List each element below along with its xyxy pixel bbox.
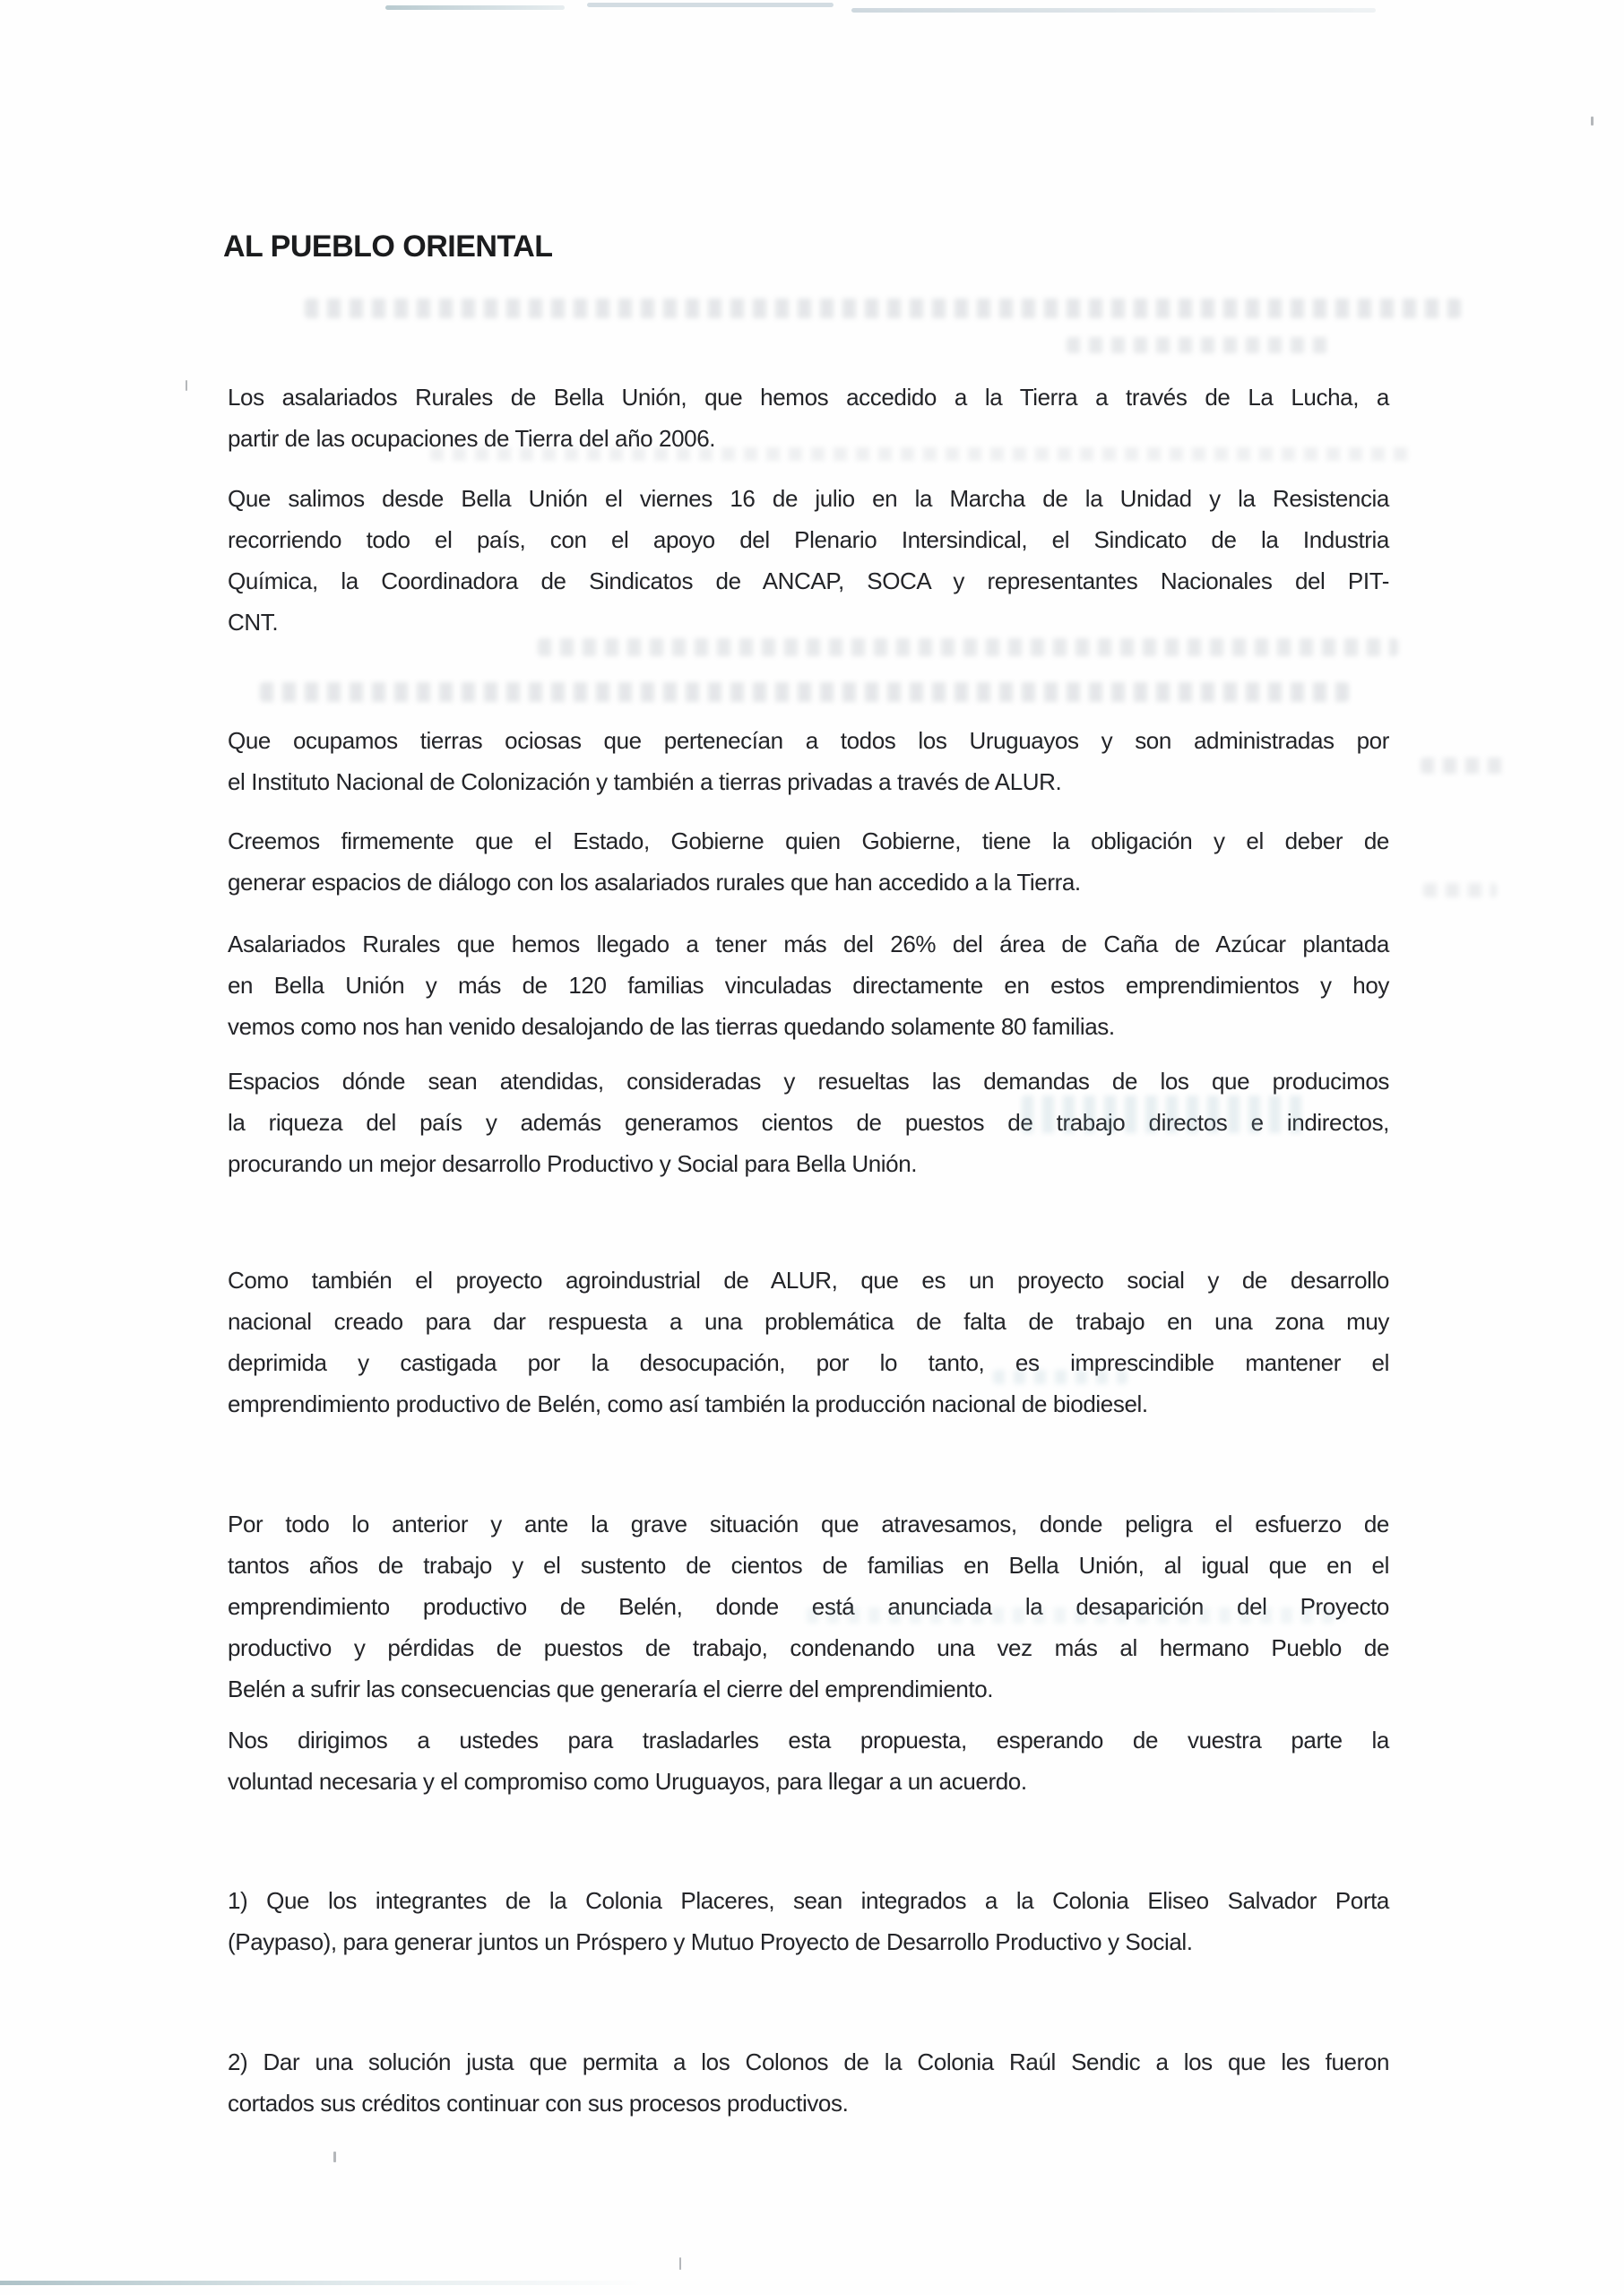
- paragraph-2-line-1: Que salimos desde Bella Unión el viernes 16 de julio en la Marcha de la Unidad y la Resistencia: [228, 485, 1389, 512]
- paragraph-3-line-2: el Instituto Nacional de Colonización y también a tierras privadas a través de ALUR.: [228, 768, 1062, 795]
- paragraph-6-line-2: la riqueza del país y además generamos cientos de puestos de trabajo directos e indirectos,: [228, 1109, 1389, 1136]
- scan-speck-artifact: [679, 2257, 681, 2270]
- paragraph-8-line-5: Belén a sufrir las consecuencias que generaría el cierre del emprendimiento.: [228, 1676, 994, 1702]
- paragraph-5-line-2: en Bella Unión y más de 120 familias vinculadas directamente en estos emprendimientos y hoy: [228, 972, 1389, 999]
- paragraph-9: [228, 1719, 1389, 1802]
- paragraph-10-line-1: 1) Que los integrantes de la Colonia Placeres, sean integrados a la Colonia Eliseo Salvador Porta: [228, 1887, 1389, 1914]
- paragraph-11-line-1: 2) Dar una solución justa que permita a los Colonos de la Colonia Raúl Sendic a los que les fueron: [228, 2048, 1389, 2075]
- scanner-streak-artifact: [587, 3, 834, 7]
- ink-bleed-artifact: [260, 682, 1349, 702]
- ink-bleed-artifact: [1022, 1096, 1309, 1133]
- scanner-streak-artifact: [0, 2281, 645, 2285]
- document-title: AL PUEBLO ORIENTAL: [223, 230, 553, 264]
- paragraph-7-line-1: Como también el proyecto agroindustrial de ALUR, que es un proyecto social y de desarrollo: [228, 1267, 1389, 1294]
- paragraph-4-line-1: Creemos firmemente que el Estado, Gobierne quien Gobierne, tiene la obligación y el deber de: [228, 827, 1389, 854]
- ink-bleed-artifact: [1421, 758, 1510, 774]
- paragraph-6-line-1: Espacios dónde sean atendidas, consideradas y resueltas las demandas de los que producimos: [228, 1068, 1389, 1095]
- paragraph-8: [228, 1503, 1389, 1710]
- paragraph-7-line-4: emprendimiento productivo de Belén, como así también la producción nacional de biodiesel.: [228, 1390, 1148, 1417]
- paragraph-2-line-3: Química, la Coordinadora de Sindicatos de ANCAP, SOCA y representantes Nacionales del PIT-: [228, 567, 1389, 594]
- paragraph-1-line-2: partir de las ocupaciones de Tierra del año 2006.: [228, 425, 716, 452]
- scan-speck-artifact: [1591, 117, 1594, 126]
- paragraph-7-line-2: nacional creado para dar respuesta a una problemática de falta de trabajo en una zona muy: [228, 1308, 1389, 1335]
- scan-speck-artifact: [333, 2152, 336, 2162]
- ink-bleed-artifact: [538, 638, 1398, 656]
- scanner-streak-artifact: [385, 5, 565, 10]
- ink-bleed-artifact: [1067, 337, 1331, 353]
- paragraph-10: [228, 1880, 1389, 1962]
- paragraph-7: [228, 1260, 1389, 1425]
- paragraph-11: [228, 2041, 1389, 2124]
- paragraph-11-line-2: cortados sus créditos continuar con sus procesos productivos.: [228, 2090, 849, 2117]
- paragraph-5: [228, 923, 1389, 1047]
- paragraph-1-line-1: Los asalariados Rurales de Bella Unión, que hemos accedido a la Tierra a través de La Lucha, a: [228, 384, 1389, 411]
- ink-bleed-artifact: [305, 299, 1461, 318]
- paragraph-4: [228, 820, 1389, 903]
- scan-speck-artifact: [186, 380, 187, 391]
- paragraph-9-line-1: Nos dirigimos a ustedes para trasladarles esta propuesta, esperando de vuestra parte la: [228, 1727, 1389, 1754]
- paragraph-4-line-2: generar espacios de diálogo con los asalariados rurales que han accedido a la Tierra.: [228, 869, 1081, 896]
- ink-bleed-artifact: [1423, 883, 1497, 897]
- ink-bleed-artifact: [993, 1370, 1127, 1384]
- paragraph-7-line-3: deprimida y castigada por la desocupación, por lo tanto, es imprescindible mantener el: [228, 1349, 1389, 1376]
- paragraph-9-line-2: voluntad necesaria y el compromiso como Uruguayos, para llegar a un acuerdo.: [228, 1768, 1027, 1795]
- paragraph-8-line-4: productivo y pérdidas de puestos de trabajo, condenando una vez más al hermano Pueblo de: [228, 1634, 1389, 1661]
- paragraph-8-line-1: Por todo lo anterior y ante la grave situación que atravesamos, donde peligra el esfuerzo de: [228, 1511, 1389, 1537]
- paragraph-2-line-2: recorriendo todo el país, con el apoyo del Plenario Intersindical, el Sindicato de la Industria: [228, 526, 1389, 553]
- paragraph-3: [228, 720, 1389, 802]
- paragraph-5-line-3: vemos como nos han venido desalojando de las tierras quedando solamente 80 familias.: [228, 1013, 1115, 1040]
- paragraph-6-line-3: procurando un mejor desarrollo Productivo y Social para Bella Unión.: [228, 1150, 918, 1177]
- paragraph-3-line-1: Que ocupamos tierras ociosas que pertenecían a todos los Uruguayos y son administradas por: [228, 727, 1389, 754]
- paragraph-8-line-3: emprendimiento productivo de Belén, donde está anunciada la desaparición del Proyecto: [228, 1593, 1389, 1620]
- paragraph-8-line-2: tantos años de trabajo y el sustento de cientos de familias en Bella Unión, al igual que en el: [228, 1552, 1389, 1579]
- paragraph-10-line-2: (Paypaso), para generar juntos un Próspero y Mutuo Proyecto de Desarrollo Productivo y Social.: [228, 1928, 1193, 1955]
- ink-bleed-artifact: [807, 1607, 1344, 1624]
- scanner-streak-artifact: [851, 8, 1376, 13]
- ink-bleed-artifact: [430, 447, 1416, 461]
- paragraph-5-line-1: Asalariados Rurales que hemos llegado a tener más del 26% del área de Caña de Azúcar plantada: [228, 931, 1389, 957]
- paragraph-2-line-4: CNT.: [228, 609, 279, 636]
- paragraph-2: [228, 478, 1389, 643]
